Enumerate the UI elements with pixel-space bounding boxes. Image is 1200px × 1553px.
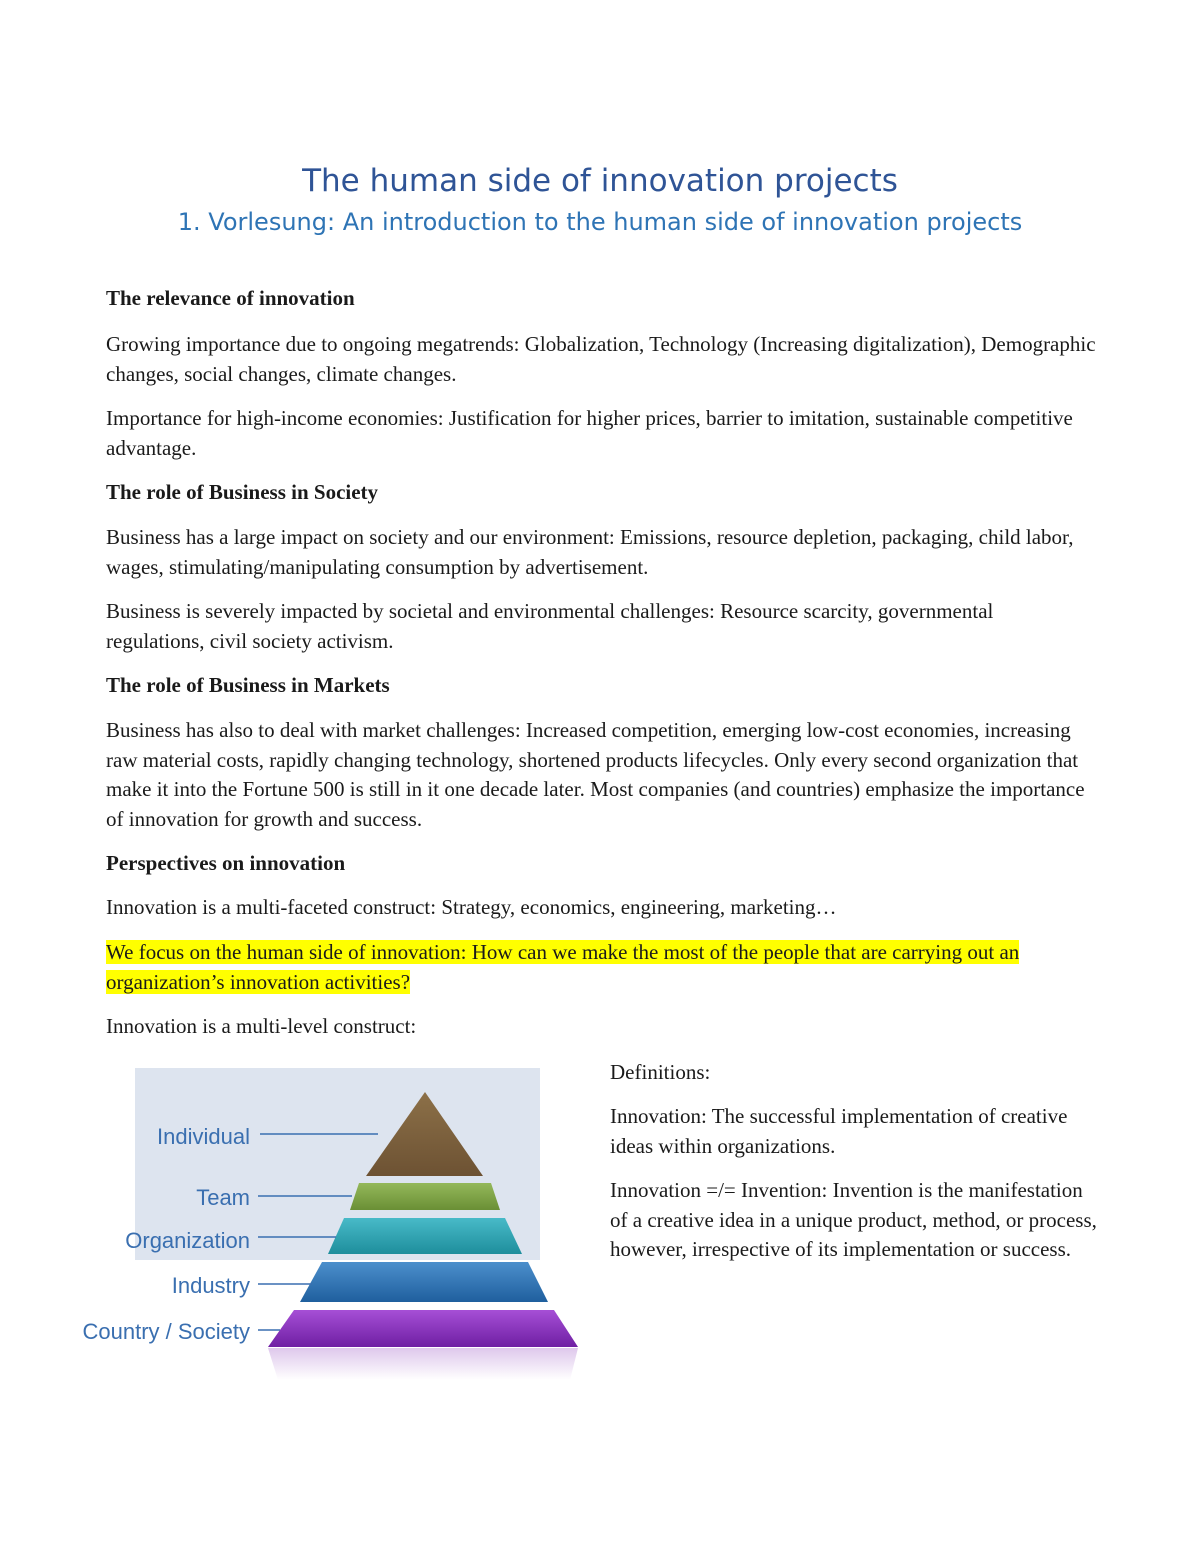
definition-invention: Innovation =/= Invention: Invention is the manifestation of a creative idea in a unique product, method, or process, however, irrespective of its implementation or success. xyxy=(610,1178,1097,1261)
pyramid-label-industry: Industry xyxy=(171,1273,250,1298)
heading-perspectives: Perspectives on innovation xyxy=(106,851,346,875)
paragraph-multi-level: Innovation is a multi-level construct: xyxy=(106,1014,417,1038)
pyramid-label-organization: Organization xyxy=(125,1228,250,1253)
paragraph-high-income: Importance for high-income economies: Justification for higher prices, barrier to imitation, sustainable competitive advantage. xyxy=(106,406,1073,460)
paragraph-megatrends: Growing importance due to ongoing megatrends: Globalization, Technology (Increasing digitalization), Demographic changes, social changes, climate changes. xyxy=(106,332,1096,386)
definitions-heading: Definitions: xyxy=(610,1060,711,1084)
paragraph-impacted-by-society: Business is severely impacted by societal and environmental challenges: Resource scarcity, governmental regulations, civil society activism. xyxy=(106,599,994,653)
paragraph-impact-on-society: Business has a large impact on society and our environment: Emissions, resource depletion, packaging, child labor, wages, stimulating/manipulating consumption by advertisement. xyxy=(106,525,1074,579)
paragraph-multi-faceted: Innovation is a multi-faceted construct: Strategy, economics, engineering, marketing… xyxy=(106,895,837,919)
pyramid-level-industry xyxy=(300,1262,548,1302)
pyramid-label-country-society: Country / Society xyxy=(82,1319,250,1344)
page-subtitle: 1. Vorlesung: An introduction to the human side of innovation projects xyxy=(177,208,1023,236)
pyramid-level-organization xyxy=(328,1218,522,1254)
definition-innovation: Innovation: The successful implementation of creative ideas within organizations. xyxy=(610,1104,1068,1158)
pyramid-level-team xyxy=(350,1183,500,1210)
paragraph-market-challenges: Business has also to deal with market challenges: Increased competition, emerging low-cost economies, increasing raw material costs, rapidly changing technology, shortened products lifecycles. Only every second organization that make it into the Fortune 500 is still in it one decade later. Most companies (and countries) emphasize the importance of innovation for growth and success. xyxy=(106,718,1085,831)
pyramid-label-team: Team xyxy=(196,1185,250,1210)
highlighted-focus-statement xyxy=(106,938,1096,997)
multi-level-pyramid-figure xyxy=(82,1062,590,1387)
pyramid-level-country-society xyxy=(268,1310,578,1347)
highlight-text: We focus on the human side of innovation: How can we make the most of the people that are carrying out an organization’s innovation activities? xyxy=(106,940,1020,994)
heading-markets: The role of Business in Markets xyxy=(106,673,390,697)
heading-relevance: The relevance of innovation xyxy=(106,286,355,310)
pyramid-label-individual: Individual xyxy=(157,1124,250,1149)
heading-society: The role of Business in Society xyxy=(106,480,379,504)
page-title: The human side of innovation projects xyxy=(302,163,898,199)
pyramid-reflection xyxy=(268,1348,578,1380)
